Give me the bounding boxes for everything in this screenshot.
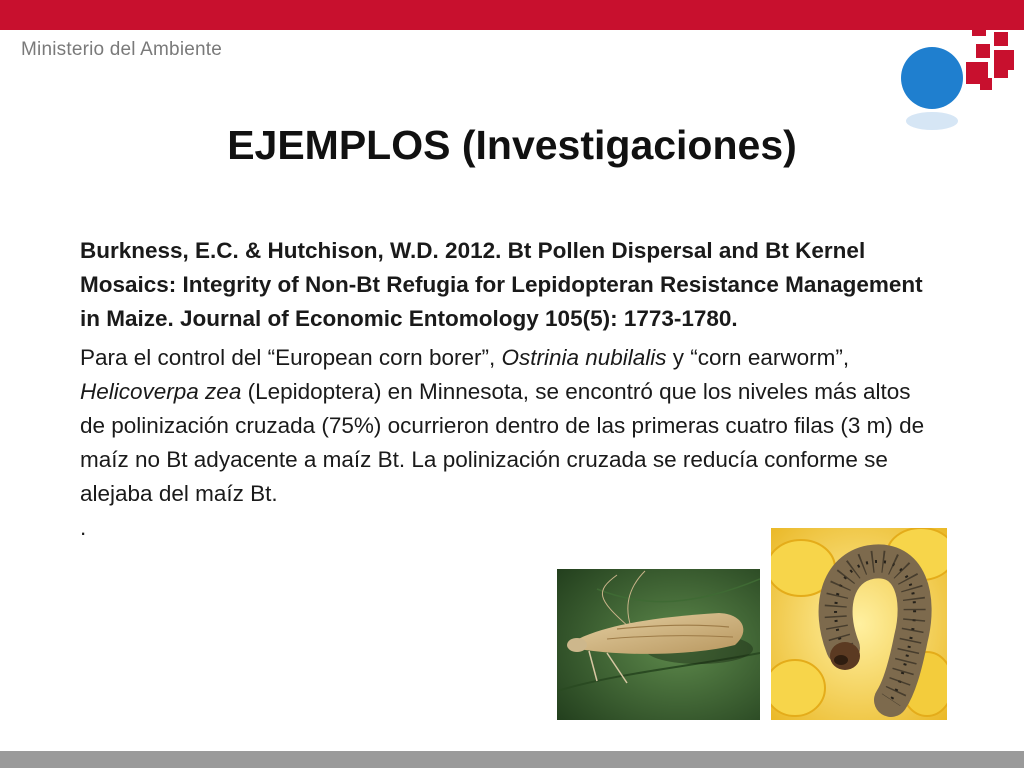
logo-square [972,22,986,36]
reference-citation: Burkness, E.C. & Hutchison, W.D. 2012. Bt Pollen Dispersal and Bt Kernel Mosaics: Integrity of Non-Bt Refugia for Lepidopteran Resistance Management in Maize. Journal of Economic Entomology 105(5): 1773-1780. [80,238,923,331]
slide-body [80,234,940,545]
trailing-dot: . [80,515,87,540]
summary-text-1: Para el control del “European corn borer”, [80,345,502,370]
species-name: Ostrinia nubilalis [501,345,667,370]
species-name: Helicoverpa zea [80,379,242,404]
summary-text-2: y “corn earworm”, [666,345,850,370]
logo-circle [901,47,963,109]
larva-photo [771,528,947,720]
summary-paragraph [80,341,940,511]
ministry-name: Ministerio del Ambiente [21,39,223,60]
top-brand-bar [0,0,1024,30]
moth-photo [557,569,760,720]
logo-square [980,78,992,90]
logo-square [994,64,1008,78]
logo-square [976,44,990,58]
bottom-footer-bar [0,751,1024,768]
logo-square [994,32,1008,46]
slide-title: EJEMPLOS (Investigaciones) [227,122,797,168]
ministry-logo [890,18,1024,138]
summary-text-3: (Lepidoptera) en Minnesota, se encontró que los niveles más altos de polinización cruzada (75%) ocurrieron dentro de las primeras cuatro filas (3 m) de maíz no Bt adyacente a maíz Bt. La polinización cruzada se reducía conforme se alejaba del maíz Bt. [80,379,925,506]
